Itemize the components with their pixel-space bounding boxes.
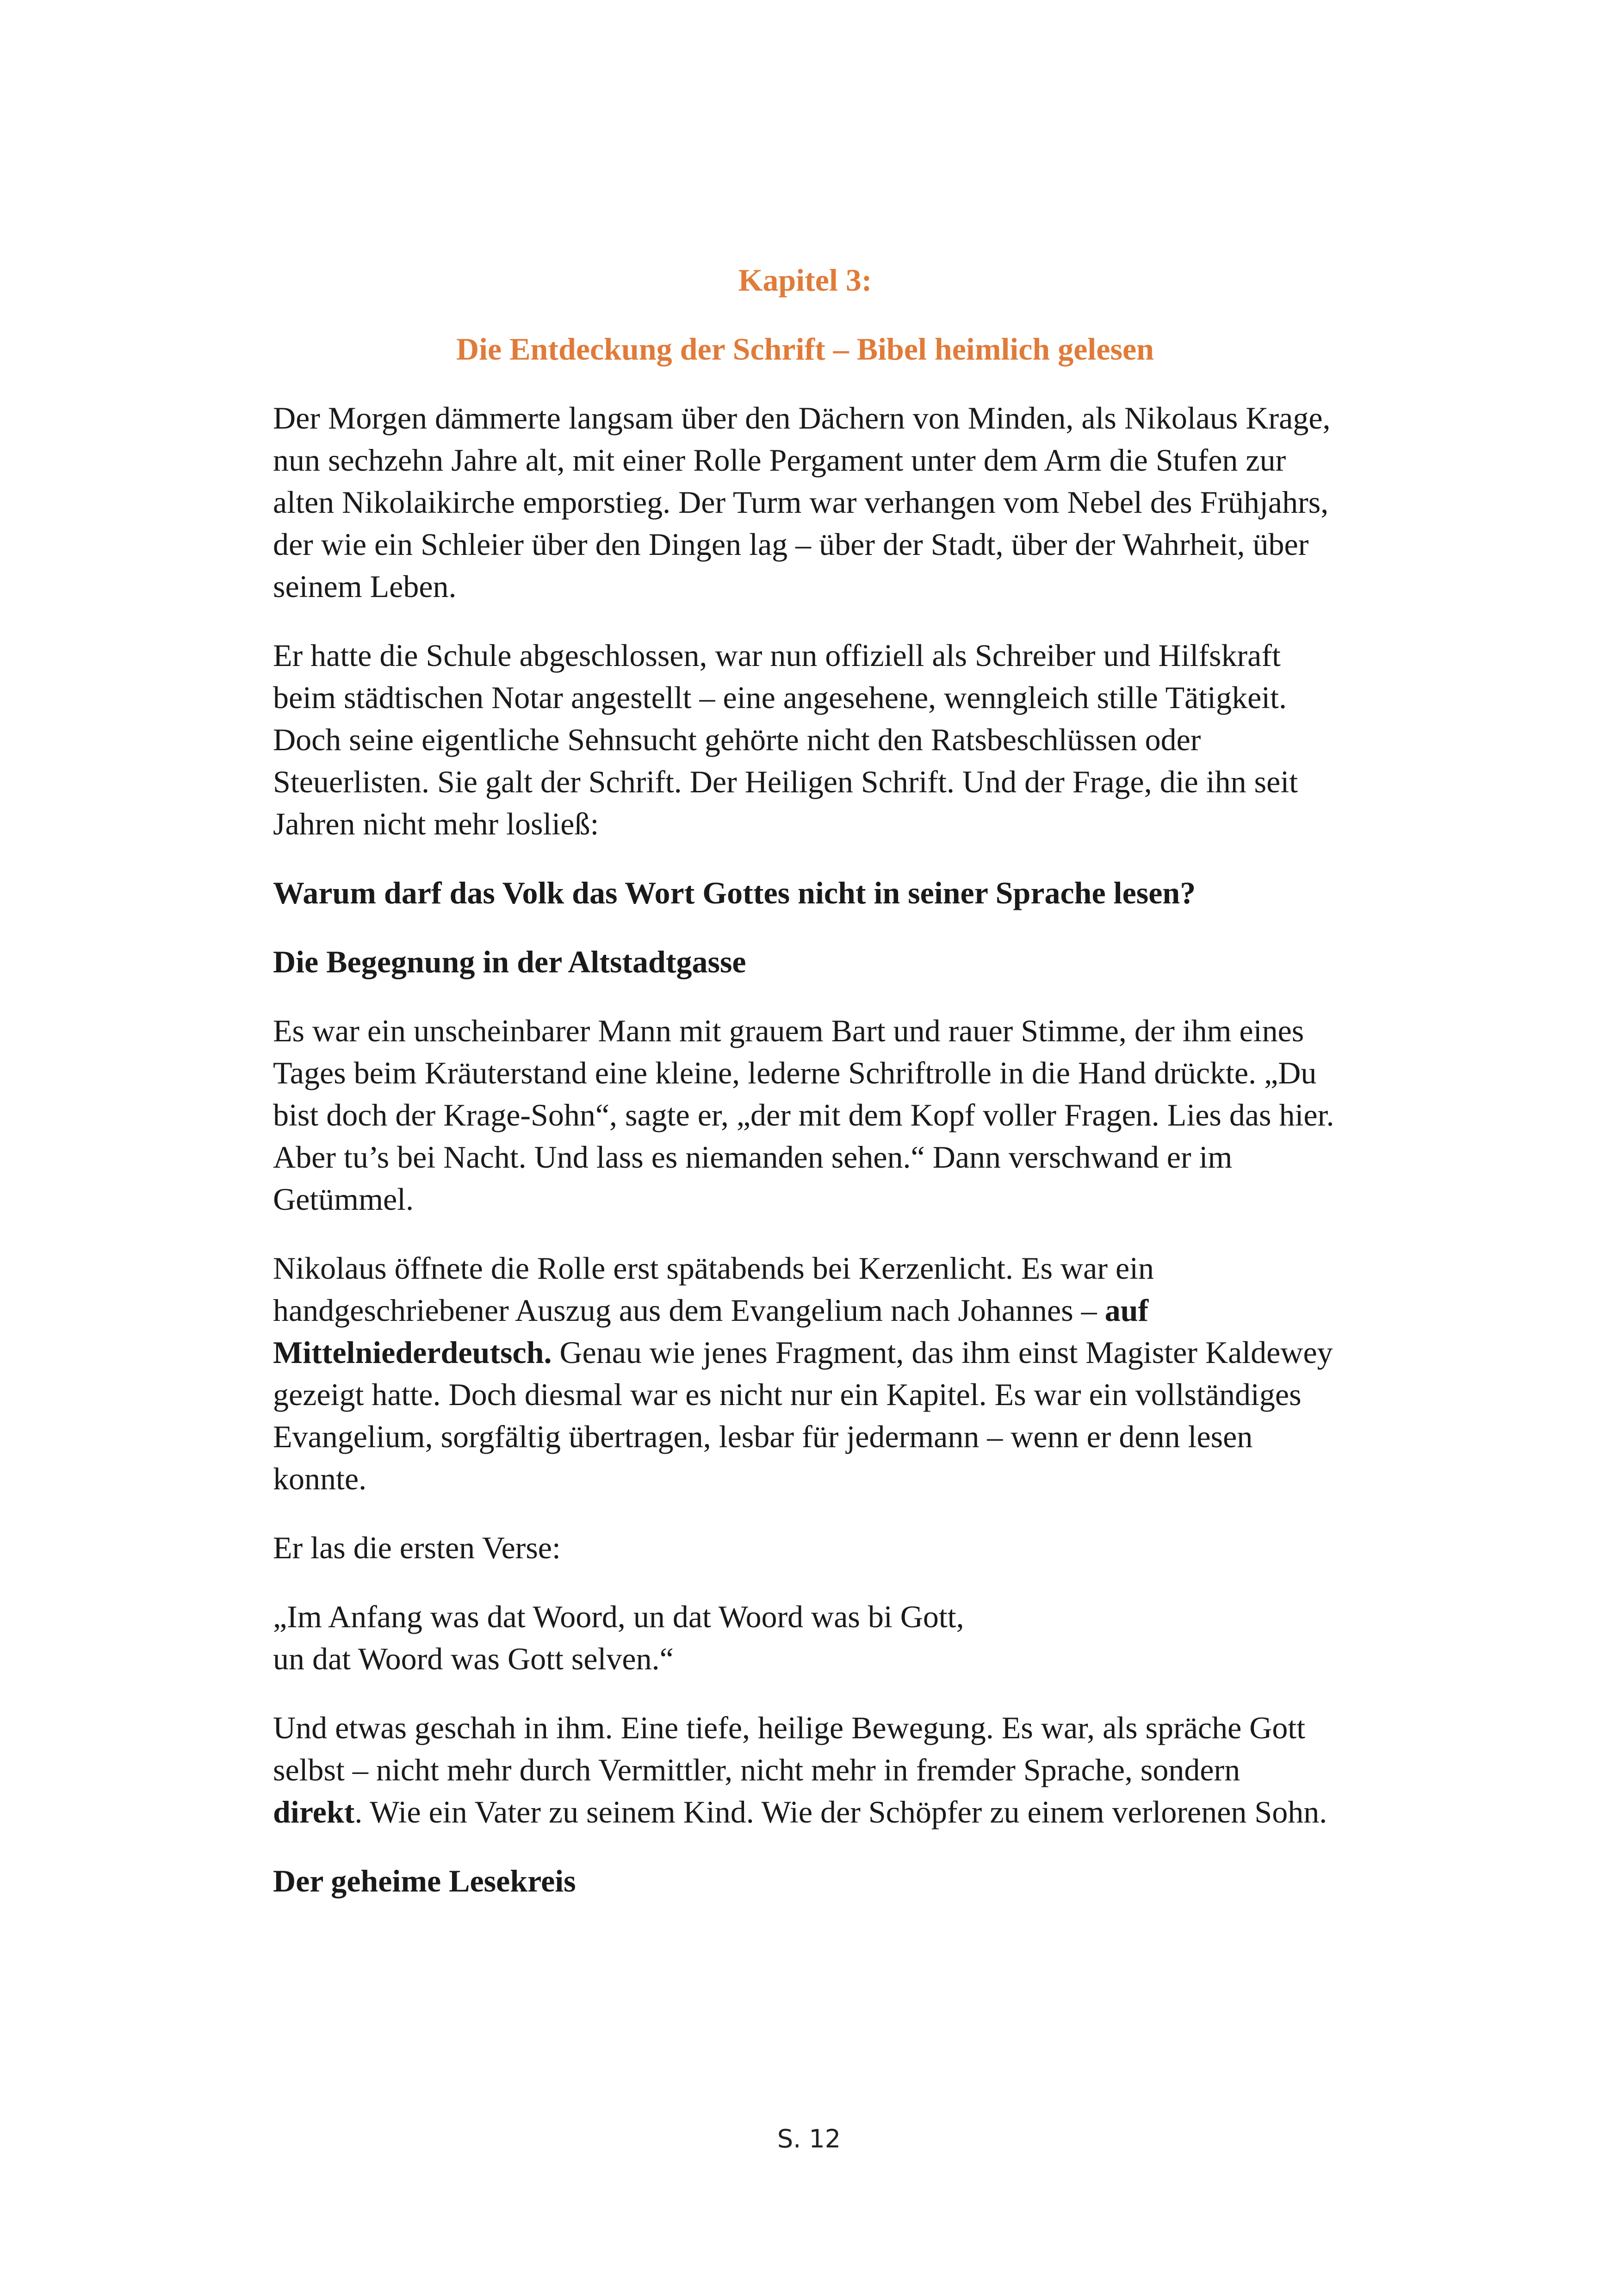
paragraph-5: Er las die ersten Verse:	[273, 1530, 561, 1565]
paragraph-6	[273, 1707, 1337, 1833]
paragraph-6-text-b: . Wie ein Vater zu seinem Kind. Wie der Schöpfer zu einem verlorenen Sohn.	[354, 1794, 1327, 1829]
paragraph-3: Es war ein unscheinbarer Mann mit grauem Bart und rauer Stimme, der ihm eines Tages beim Kräuterstand eine kleine, lederne Schriftrolle in die Hand drückte. „Du bist doch der Krage-Sohn“, sagte er, „der mit dem Kopf voller Fragen. Lies das hier. Aber tu’s bei Nacht. Und lass es niemanden sehen.“ Dann verschwand er im Getümmel.	[273, 1013, 1334, 1217]
paragraph-4-bold: auf Mittelniederdeutsch.	[273, 1293, 1149, 1370]
section-heading-begegnung: Die Begegnung in der Altstadtgasse	[273, 944, 746, 979]
paragraph-1: Der Morgen dämmerte langsam über den Dächern von Minden, als Nikolaus Krage, nun sechzehn Jahre alt, mit einer Rolle Pergament unter dem Arm die Stufen zur alten Nikolaikirche emporstieg. Der Turm war verhangen vom Nebel des Frühjahrs, der wie ein Schleier über den Dingen lag – über der Stadt, über der Wahrheit, über seinem Leben.	[273, 400, 1331, 604]
paragraph-6-bold: direkt	[273, 1794, 355, 1829]
chapter-title: Die Entdeckung der Schrift – Bibel heimlich gelesen	[456, 331, 1154, 367]
paragraph-4-text-a: Nikolaus öffnete die Rolle erst spätabends bei Kerzenlicht. Es war ein handgeschriebener Auszug aus dem Evangelium nach Johannes –	[273, 1251, 1154, 1328]
paragraph-6-text-a: Und etwas geschah in ihm. Eine tiefe, heilige Bewegung. Es war, als spräche Gott selbst – nicht mehr durch Vermittler, nicht mehr in fremder Sprache, sondern	[273, 1710, 1306, 1787]
page-number: S. 12	[777, 2124, 841, 2153]
paragraph-2: Er hatte die Schule abgeschlossen, war nun offiziell als Schreiber und Hilfskraft beim städtischen Notar angestellt – eine angesehene, wenngleich stille Tätigkeit. Doch seine eigentliche Sehnsucht gehörte nicht den Ratsbeschlüssen oder Steuerlisten. Sie galt der Schrift. Der Heiligen Schrift. Und der Frage, die ihn seit Jahren nicht mehr losließ:	[273, 638, 1298, 841]
bold-question: Warum darf das Volk das Wort Gottes nicht in seiner Sprache lesen?	[273, 875, 1196, 910]
chapter-label: Kapitel 3:	[738, 262, 872, 298]
paragraph-4	[273, 1247, 1337, 1500]
verse-line-2: un dat Woord was Gott selven.“	[273, 1641, 674, 1676]
verse-line-1: „Im Anfang was dat Woord, un dat Woord was bi Gott,	[273, 1599, 964, 1634]
verse-quote	[273, 1596, 1337, 1680]
section-heading-lesekreis: Der geheime Lesekreis	[273, 1863, 576, 1898]
page-content	[273, 259, 1337, 1929]
paragraph-4-text-b: Genau wie jenes Fragment, das ihm einst Magister Kaldewey gezeigt hatte. Doch diesmal war es nicht nur ein Kapitel. Es war ein vollständiges Evangelium, sorgfältig übertragen, lesbar für jedermann – wenn er denn lesen konnte.	[273, 1335, 1333, 1496]
